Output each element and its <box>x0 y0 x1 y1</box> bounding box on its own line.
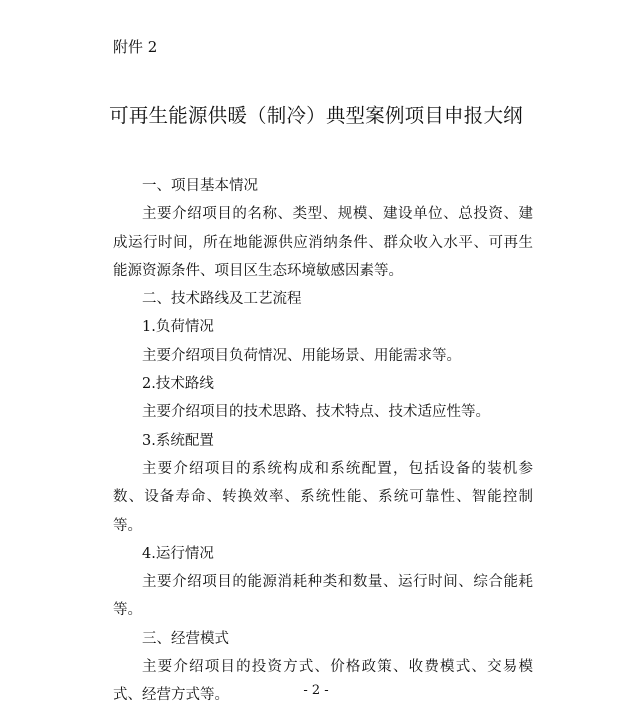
paragraph-load: 主要介绍项目负荷情况、用能场景、用能需求等。 <box>142 347 461 364</box>
document-body <box>113 172 533 710</box>
paragraph-tech-route: 主要介绍项目的技术思路、技术特点、技术适应性等。 <box>142 404 490 421</box>
section-heading-basic-info: 一、项目基本情况 <box>142 178 258 194</box>
subheading-load: 1.负荷情况 <box>142 319 214 336</box>
attachment-label: 附件 2 <box>113 38 158 56</box>
subheading-operation: 4.运行情况 <box>142 545 214 562</box>
page-number: - 2 - <box>303 683 329 698</box>
document-title: 可再生能源供暖（制冷）典型案例项目申报大纲 <box>109 104 523 127</box>
section-heading-business-model: 三、经营模式 <box>142 630 229 647</box>
paragraph-business-model: 主要介绍项目的投资方式、价格政策、收费模式、交易模式、经营方式等。 <box>113 659 533 704</box>
subheading-tech-route: 2.技术路线 <box>142 376 214 393</box>
section-heading-tech-route: 二、技术路线及工艺流程 <box>142 291 302 308</box>
paragraph-system-config: 主要介绍项目的系统构成和系统配置，包括设备的装机参数、设备寿命、转换效率、系统性能、系统可靠性、智能控制等。 <box>113 460 533 534</box>
paragraph-operation: 主要介绍项目的能源消耗种类和数量、运行时间、综合能耗等。 <box>113 574 533 619</box>
paragraph-basic-info: 主要介绍项目的名称、类型、规模、建设单位、总投资、建成运行时间，所在地能源供应消纳条件、群众收入水平、可再生能源资源条件、项目区生态环境敏感因素等。 <box>113 206 533 279</box>
subheading-system-config: 3.系统配置 <box>142 432 214 449</box>
